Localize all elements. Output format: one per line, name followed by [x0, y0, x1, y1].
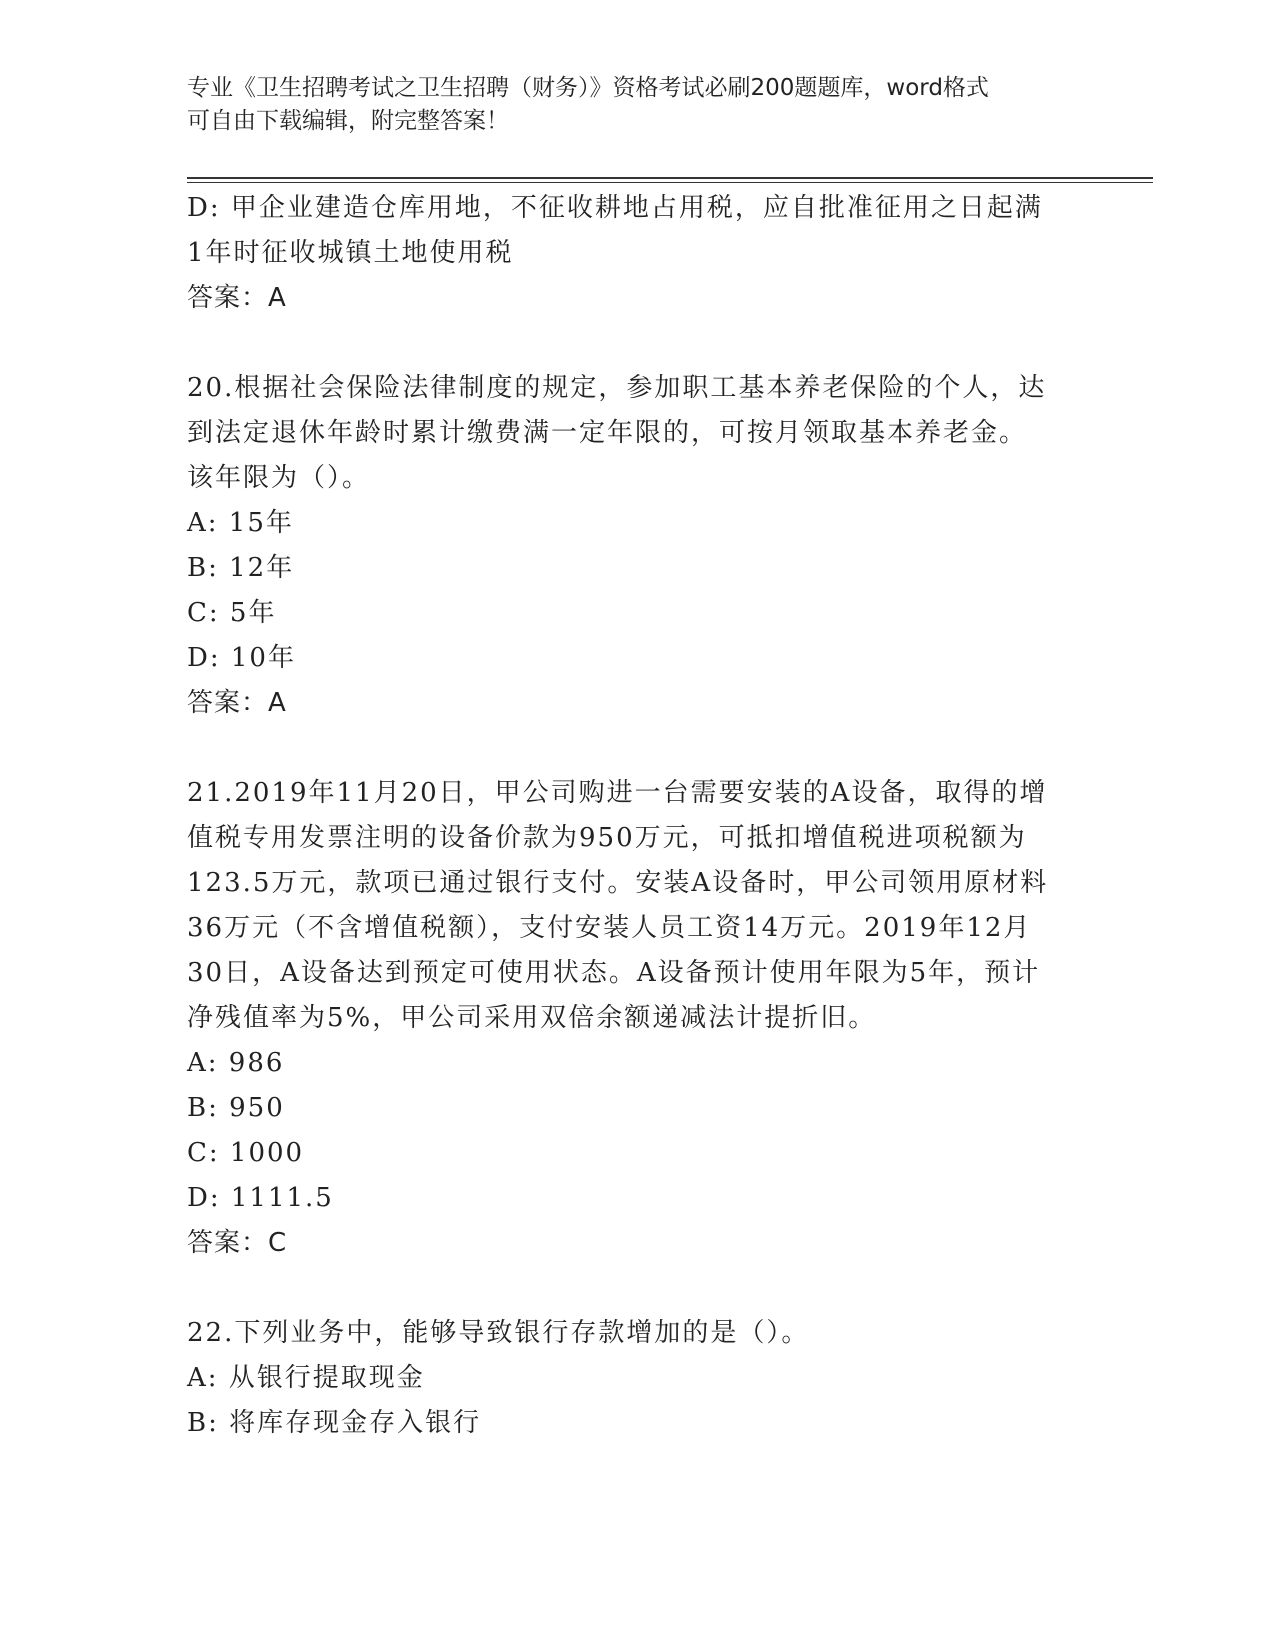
q21-stem-line-4: 36万元（不含增值税额），支付安装人员工资14万元。2019年12月 — [187, 913, 1032, 943]
q21-option-c: C: 1000 — [187, 1138, 305, 1168]
q20-stem-line-2: 到法定退休年龄时累计缴费满一定年限的，可按月领取基本养老金。 — [187, 418, 1028, 448]
q21-stem-line-3: 123.5万元，款项已通过银行支付。安装A设备时，甲公司领用原材料 — [187, 868, 1049, 898]
q21-stem-line-2: 值税专用发票注明的设备价款为950万元，可抵扣增值税进项税额为 — [187, 823, 1027, 853]
q20-stem-line-1: 20.根据社会保险法律制度的规定，参加职工基本养老保险的个人，达 — [187, 373, 1047, 403]
q20-stem-line-3: 该年限为（）。 — [187, 463, 371, 493]
q20-option-a: A: 15年 — [187, 508, 294, 538]
q21-answer: 答案：C — [187, 1228, 288, 1258]
header-title-line-2: 可自由下载编辑，附完整答案！ — [187, 108, 509, 134]
spacer — [187, 321, 1087, 366]
q21-stem-line-1: 21.2019年11月20日，甲公司购进一台需要安装的A设备，取得的增 — [187, 778, 1048, 808]
spacer — [187, 726, 1087, 771]
q21-option-b: B: 950 — [187, 1093, 285, 1123]
header-title-line-1: 专业《卫生招聘考试之卫生招聘（财务）》资格考试必刷200题题库，word格式 — [187, 75, 989, 101]
q21-stem-line-6: 净残值率为5%，甲公司采用双倍余额递减法计提折旧。 — [187, 1003, 877, 1033]
question-20 — [187, 366, 1087, 726]
q20-option-d: D: 10年 — [187, 643, 296, 673]
question-19-tail — [187, 186, 1087, 321]
q21-stem-line-5: 30日，A设备达到预定可使用状态。A设备预计使用年限为5年，预计 — [187, 958, 1041, 988]
header-divider-thin — [187, 182, 1153, 183]
q20-option-b: B: 12年 — [187, 553, 295, 583]
q20-option-c: C: 5年 — [187, 598, 277, 628]
q22-option-b: B: 将库存现金存入银行 — [187, 1408, 482, 1438]
q19-option-d-line-1: D: 甲企业建造仓库用地，不征收耕地占用税，应自批准征用之日起满 — [187, 193, 1043, 223]
q22-option-a: A: 从银行提取现金 — [187, 1363, 425, 1393]
document-body — [187, 186, 1087, 1446]
q21-option-d: D: 1111.5 — [187, 1183, 334, 1213]
spacer — [187, 1266, 1087, 1311]
q19-option-d-line-2: 1年时征收城镇土地使用税 — [187, 238, 514, 268]
q20-answer: 答案：A — [187, 688, 287, 718]
question-21 — [187, 771, 1087, 1266]
header-divider-thick — [187, 177, 1153, 179]
q21-option-a: A: 986 — [187, 1048, 285, 1078]
page-header — [187, 72, 1067, 138]
question-22 — [187, 1311, 1087, 1446]
q22-stem-line-1: 22.下列业务中，能够导致银行存款增加的是（）。 — [187, 1318, 810, 1348]
q19-answer: 答案：A — [187, 283, 287, 313]
